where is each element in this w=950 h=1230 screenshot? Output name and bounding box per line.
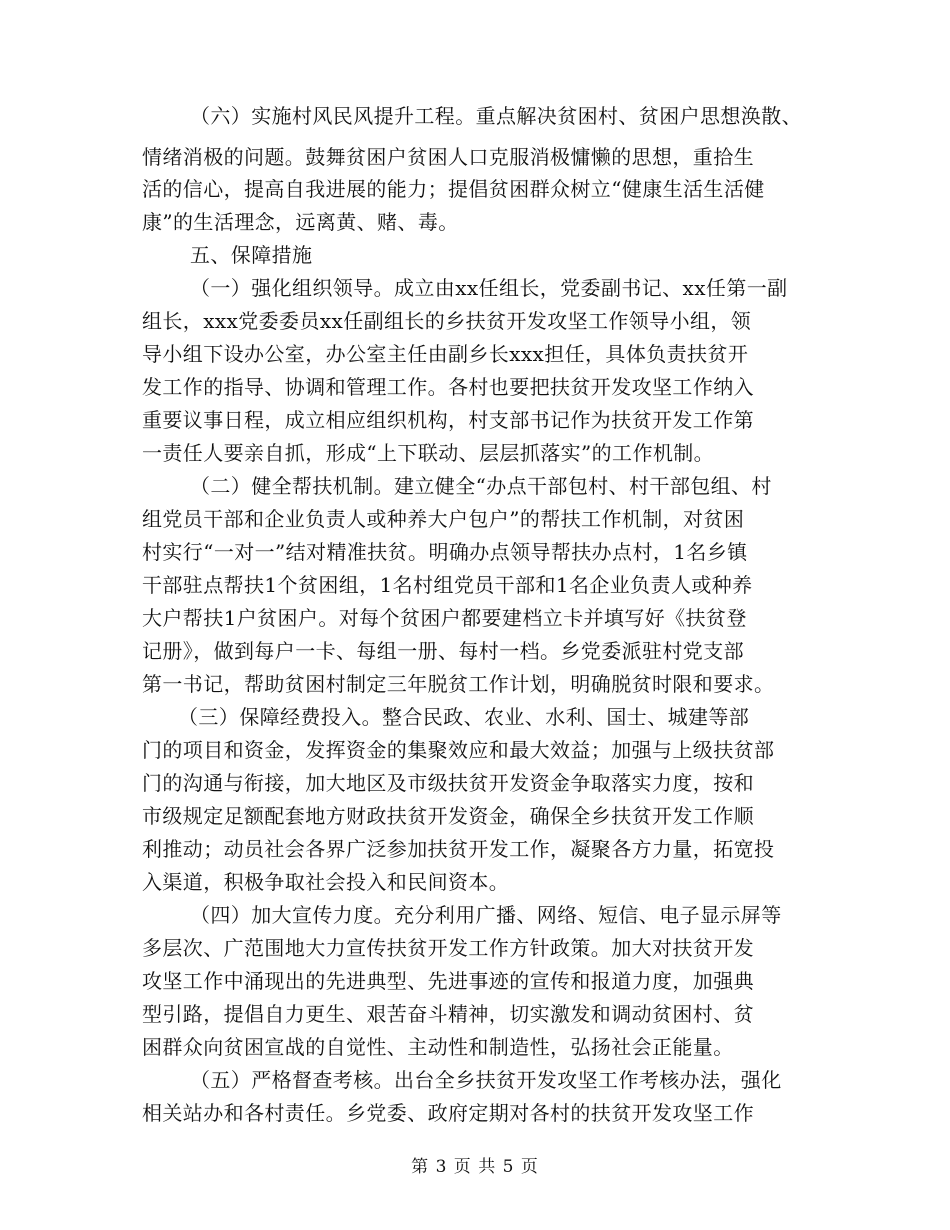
paragraph-line: 发工作的指导、协调和管理工作。各村也要把扶贫开发攻坚工作纳入 xyxy=(142,375,754,399)
paragraph-line: （三）保障经费投入。整合民政、农业、水利、国士、城建等部 xyxy=(178,705,750,729)
paragraph-line: 重要议事日程，成立相应组织机构，村支部书记作为扶贫开发工作第 xyxy=(142,408,754,432)
paragraph-line: 困群众向贫困宣战的自觉性、主动性和制造性，弘扬社会正能量。 xyxy=(142,1035,734,1059)
paragraph-line: 多层次、广范围地大力宣传扶贫开发工作方针政策。加大对扶贫开发 xyxy=(142,936,754,960)
paragraph-line: 村实行“一对一”结对精准扶贫。明确办点领导帮扶办点村，1名乡镇 xyxy=(142,540,748,564)
paragraph-line: 情绪消极的问题。鼓舞贫困户贫困人口克服消极慵懒的思想，重拾生 xyxy=(142,145,754,169)
page-number-footer: 第 3 页 共 5 页 xyxy=(411,1157,539,1177)
paragraph-line: 干部驻点帮扶1个贫困组，1名村组党员干部和1名企业负责人或种养 xyxy=(142,573,753,597)
paragraph-line: （二）健全帮扶机制。建立健全“办点干部包村、村干部包组、村 xyxy=(190,474,772,498)
paragraph-line: 门的沟通与衔接，加大地区及市级扶贫开发资金争取落实力度，按和 xyxy=(142,771,754,795)
paragraph-line: 记册》，做到每户一卡、每组一册、每村一档。乡党委派驻村党支部 xyxy=(142,639,744,663)
paragraph-line: 导小组下设办公室，办公室主任由副乡长xxx担任，具体负责扶贫开 xyxy=(142,342,749,366)
paragraph-line: 一责任人要亲自抓，形成“上下联动、层层抓落实”的工作机制。 xyxy=(142,441,715,465)
paragraph-line: 利推动；动员社会各界广泛参加扶贫开发工作，凝聚各方力量，拓宽投 xyxy=(142,837,775,861)
paragraph-line: （一）强化组织领导。成立由xx任组长，党委副书记、xx任第一副 xyxy=(190,276,788,300)
paragraph-line: 第一书记，帮助贫困村制定三年脱贫工作计划，明确脱贫时限和要求。 xyxy=(142,672,775,696)
paragraph-line: 攻坚工作中涌现出的先进典型、先进事迹的宣传和报道力度，加强典 xyxy=(142,969,754,993)
paragraph-line: 康”的生活理念，远离黄、赌、毒。 xyxy=(142,210,459,234)
paragraph-line: 入渠道，积极争取社会投入和民间资本。 xyxy=(142,870,510,894)
paragraph-line: （四）加大宣传力度。充分利用广播、网络、短信、电子显示屏等 xyxy=(190,903,782,927)
paragraph-line: 大户帮扶1户贫困户。对每个贫困户都要建档立卡并填写好《扶贫登 xyxy=(142,606,747,630)
paragraph-line: 市级规定足额配套地方财政扶贫开发资金，确保全乡扶贫开发工作顺 xyxy=(142,804,754,828)
paragraph-line: 相关站办和各村责任。乡党委、政府定期对各村的扶贫开发攻坚工作 xyxy=(142,1101,754,1125)
paragraph-line: 活的信心，提高自我进展的能力；提倡贫困群众树立“健康生活生活健 xyxy=(142,177,765,201)
paragraph-line: 型引路，提倡自力更生、艰苦奋斗精神，切实激发和调动贫困村、贫 xyxy=(142,1002,754,1026)
paragraph-line: 组长，xxx党委委员xx任副组长的乡扶贫开发攻坚工作领导小组，领 xyxy=(142,309,752,333)
paragraph-line: 组党员干部和企业负责人或种养大户包户”的帮扶工作机制，对贫困 xyxy=(142,507,745,531)
paragraph-line: 门的项目和资金，发挥资金的集聚效应和最大效益；加强与上级扶贫部 xyxy=(142,738,775,762)
paragraph-line: （六）实施村风民风提升工程。重点解决贫困村、贫困户思想涣散、 xyxy=(190,104,802,128)
paragraph-line: （五）严格督查考核。出台全乡扶贫开发攻坚工作考核办法，强化 xyxy=(190,1068,782,1092)
section-heading: 五、保障措施 xyxy=(190,243,313,267)
